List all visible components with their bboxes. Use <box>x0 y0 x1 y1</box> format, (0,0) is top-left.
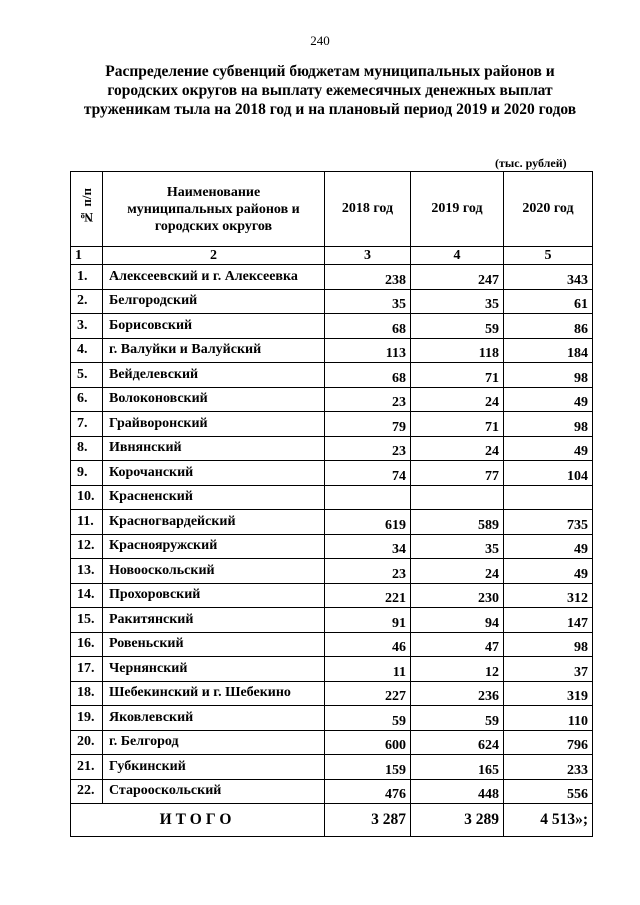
value-2018: 221 <box>325 583 411 608</box>
value-2020: 343 <box>504 265 593 290</box>
value-2018: 46 <box>325 632 411 657</box>
row-number: 18. <box>71 681 103 706</box>
row-number: 5. <box>71 363 103 388</box>
value-2018: 23 <box>325 387 411 412</box>
row-number: 13. <box>71 559 103 584</box>
value-2020: 86 <box>504 314 593 339</box>
value-2020: 98 <box>504 363 593 388</box>
value-2018: 227 <box>325 681 411 706</box>
value-2019: 35 <box>411 534 504 559</box>
header-2018: 2018 год <box>325 172 411 247</box>
value-2020: 184 <box>504 338 593 363</box>
total-2020: 4 513»; <box>504 804 593 837</box>
row-number: 6. <box>71 387 103 412</box>
district-name: Шебекинский и г. Шебекино <box>103 681 325 706</box>
table-row <box>71 461 593 486</box>
district-name: Вейделевский <box>103 363 325 388</box>
table-row <box>71 706 593 731</box>
value-2018: 68 <box>325 314 411 339</box>
table-row <box>71 387 593 412</box>
row-number: 2. <box>71 289 103 314</box>
total-2018: 3 287 <box>325 804 411 837</box>
row-number: 1. <box>71 265 103 290</box>
value-2020: 312 <box>504 583 593 608</box>
district-name: Губкинский <box>103 755 325 780</box>
units-label: (тыс. рублей) <box>495 156 567 170</box>
district-name: Краснояружский <box>103 534 325 559</box>
value-2020: 49 <box>504 559 593 584</box>
value-2020: 319 <box>504 681 593 706</box>
district-name: Волоконовский <box>103 387 325 412</box>
value-2019: 247 <box>411 265 504 290</box>
table-row <box>71 436 593 461</box>
district-name: г. Белгород <box>103 730 325 755</box>
district-name: Борисовский <box>103 314 325 339</box>
value-2019: 236 <box>411 681 504 706</box>
total-2019: 3 289 <box>411 804 504 837</box>
value-2020: 98 <box>504 632 593 657</box>
value-2020: 735 <box>504 510 593 535</box>
value-2019: 448 <box>411 779 504 804</box>
row-number: 22. <box>71 779 103 804</box>
value-2020: 37 <box>504 657 593 682</box>
value-2019: 47 <box>411 632 504 657</box>
row-number: 8. <box>71 436 103 461</box>
value-2020: 98 <box>504 412 593 437</box>
header-num: № п/п <box>71 172 103 247</box>
value-2019: 94 <box>411 608 504 633</box>
header-2020: 2020 год <box>504 172 593 247</box>
district-name: Ракитянский <box>103 608 325 633</box>
district-name: Ровеньский <box>103 632 325 657</box>
table-row <box>71 265 593 290</box>
district-name: Красненский <box>103 485 325 510</box>
value-2019: 624 <box>411 730 504 755</box>
value-2020: 104 <box>504 461 593 486</box>
district-name: Чернянский <box>103 657 325 682</box>
value-2018: 600 <box>325 730 411 755</box>
table-row <box>71 363 593 388</box>
value-2018: 91 <box>325 608 411 633</box>
header-name: Наименование муниципальных районов и городских округов <box>103 172 325 247</box>
value-2018: 23 <box>325 559 411 584</box>
table-row <box>71 608 593 633</box>
table-row <box>71 632 593 657</box>
row-number: 19. <box>71 706 103 731</box>
header-2019: 2019 год <box>411 172 504 247</box>
title-line: труженикам тыла на 2018 год и на плановый период 2019 и 2020 годов <box>83 101 577 118</box>
value-2018: 35 <box>325 289 411 314</box>
value-2020: 147 <box>504 608 593 633</box>
district-name: Яковлевский <box>103 706 325 731</box>
value-2019: 24 <box>411 559 504 584</box>
value-2019: 24 <box>411 387 504 412</box>
value-2019: 12 <box>411 657 504 682</box>
table-row <box>71 779 593 804</box>
value-2018: 619 <box>325 510 411 535</box>
subvention-table <box>70 171 593 837</box>
value-2020: 49 <box>504 387 593 412</box>
value-2019: 59 <box>411 314 504 339</box>
value-2020: 49 <box>504 436 593 461</box>
column-index-row <box>71 247 593 265</box>
index-cell: 4 <box>411 247 504 265</box>
district-name: Новооскольский <box>103 559 325 584</box>
value-2019: 71 <box>411 363 504 388</box>
index-cell: 2 <box>103 247 325 265</box>
value-2018: 23 <box>325 436 411 461</box>
value-2018: 79 <box>325 412 411 437</box>
district-name: Корочанский <box>103 461 325 486</box>
table-row <box>71 559 593 584</box>
value-2019: 165 <box>411 755 504 780</box>
row-number: 7. <box>71 412 103 437</box>
table-row <box>71 583 593 608</box>
value-2020: 556 <box>504 779 593 804</box>
table-row <box>71 510 593 535</box>
row-number: 15. <box>71 608 103 633</box>
value-2018: 34 <box>325 534 411 559</box>
value-2019: 230 <box>411 583 504 608</box>
district-name: Старооскольский <box>103 779 325 804</box>
value-2018: 74 <box>325 461 411 486</box>
title-line: Распределение субвенций бюджетам муниципальных районов и <box>105 63 555 80</box>
value-2018 <box>325 485 411 510</box>
table-row <box>71 485 593 510</box>
total-label: ИТОГО <box>71 804 325 837</box>
row-number: 4. <box>71 338 103 363</box>
value-2019: 589 <box>411 510 504 535</box>
page-number: 240 <box>310 33 330 48</box>
value-2019: 24 <box>411 436 504 461</box>
index-cell: 1 <box>71 247 103 265</box>
value-2020 <box>504 485 593 510</box>
table-row <box>71 534 593 559</box>
document-title <box>60 62 600 119</box>
row-number: 20. <box>71 730 103 755</box>
value-2018: 159 <box>325 755 411 780</box>
table-row <box>71 657 593 682</box>
value-2020: 233 <box>504 755 593 780</box>
value-2019: 59 <box>411 706 504 731</box>
row-number: 12. <box>71 534 103 559</box>
row-number: 11. <box>71 510 103 535</box>
district-name: Ивнянский <box>103 436 325 461</box>
table-row <box>71 681 593 706</box>
row-number: 9. <box>71 461 103 486</box>
total-row <box>71 804 593 837</box>
table-row <box>71 314 593 339</box>
district-name: Прохоровский <box>103 583 325 608</box>
row-number: 16. <box>71 632 103 657</box>
value-2019: 118 <box>411 338 504 363</box>
header-row <box>71 172 593 247</box>
index-cell: 5 <box>504 247 593 265</box>
value-2018: 113 <box>325 338 411 363</box>
value-2018: 68 <box>325 363 411 388</box>
value-2018: 59 <box>325 706 411 731</box>
title-line: городских округов на выплату ежемесячных денежных выплат <box>107 82 553 99</box>
value-2020: 110 <box>504 706 593 731</box>
row-number: 10. <box>71 485 103 510</box>
value-2019 <box>411 485 504 510</box>
table-row <box>71 755 593 780</box>
district-name: г. Валуйки и Валуйский <box>103 338 325 363</box>
value-2018: 476 <box>325 779 411 804</box>
value-2020: 49 <box>504 534 593 559</box>
district-name: Грайворонский <box>103 412 325 437</box>
table-row <box>71 412 593 437</box>
row-number: 21. <box>71 755 103 780</box>
value-2018: 238 <box>325 265 411 290</box>
table-row <box>71 338 593 363</box>
value-2018: 11 <box>325 657 411 682</box>
value-2019: 35 <box>411 289 504 314</box>
value-2020: 796 <box>504 730 593 755</box>
value-2019: 71 <box>411 412 504 437</box>
row-number: 3. <box>71 314 103 339</box>
value-2019: 77 <box>411 461 504 486</box>
table-row <box>71 289 593 314</box>
district-name: Алексеевский и г. Алексеевка <box>103 265 325 290</box>
row-number: 14. <box>71 583 103 608</box>
index-cell: 3 <box>325 247 411 265</box>
value-2020: 61 <box>504 289 593 314</box>
district-name: Красногвардейский <box>103 510 325 535</box>
row-number: 17. <box>71 657 103 682</box>
table-row <box>71 730 593 755</box>
district-name: Белгородский <box>103 289 325 314</box>
